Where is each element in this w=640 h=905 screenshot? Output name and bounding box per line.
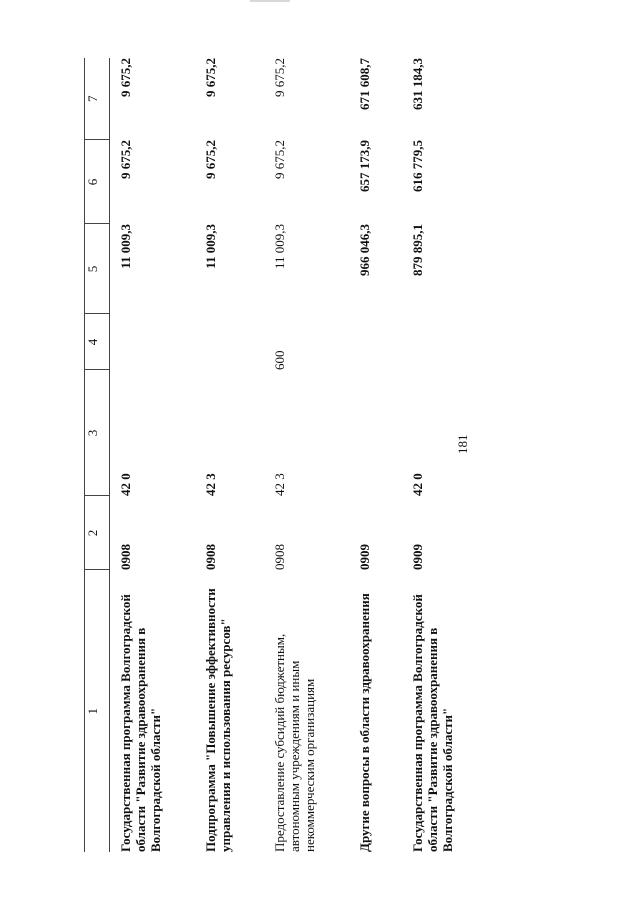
amount-col5: 966 046,3 — [357, 224, 372, 276]
amount-col6: 9 675,2 — [118, 140, 133, 179]
section-code: 0909 — [410, 544, 425, 570]
column-header: 2 — [85, 496, 110, 570]
amount-col7: 9 675,2 — [118, 58, 133, 97]
amount-col5: 11 009,3 — [272, 224, 287, 270]
amount-col6: 616 779,5 — [410, 140, 425, 192]
program-code — [350, 370, 403, 496]
amount-col6: 9 675,2 — [203, 140, 218, 179]
table-row — [403, 58, 480, 852]
row-name: Государственная программа Волгоградской области "Развитие здравоохранения в Волгоградской области" — [118, 594, 163, 852]
amount-col7: 671 608,7 — [357, 58, 372, 110]
amount-col5: 879 895,1 — [410, 224, 425, 276]
amount-col6: 657 173,9 — [357, 140, 372, 192]
section-code: 0909 — [357, 544, 372, 570]
section-code: 0908 — [272, 544, 287, 570]
column-header: 6 — [85, 140, 110, 224]
expense-type — [350, 314, 403, 370]
column-header: 5 — [85, 224, 110, 314]
amount-col6: 9 675,2 — [272, 140, 287, 179]
column-number-row — [85, 58, 110, 852]
column-header: 3 — [85, 370, 110, 496]
expense-type — [403, 314, 480, 370]
amount-col5: 11 009,3 — [118, 224, 133, 269]
amount-col7: 631 184,3 — [410, 58, 425, 110]
program-code: 42 3 — [203, 473, 218, 496]
budget-table-rotated — [84, 58, 455, 852]
row-name: Другие вопросы в области здравоохранения — [357, 593, 372, 852]
amount-col5: 11 009,3 — [203, 224, 218, 269]
row-name: Предоставление субсидий бюджетным, автономным учреждениям и иным некоммерческим организациям — [272, 633, 317, 852]
expense-type — [196, 314, 265, 370]
program-code: 42 3 — [272, 473, 287, 496]
program-code: 42 0 — [118, 473, 133, 496]
column-header: 1 — [85, 570, 110, 852]
row-name: Государственная программа Волгоградской области "Развитие здравоохранения в Волгоградской области" — [410, 594, 455, 852]
column-header: 4 — [85, 314, 110, 370]
page-number: 181 — [455, 434, 470, 454]
amount-col7: 9 675,2 — [272, 58, 287, 97]
table-row — [110, 58, 197, 852]
budget-table — [84, 58, 480, 852]
table-row — [350, 58, 403, 852]
table-row — [265, 58, 350, 852]
section-code: 0908 — [203, 544, 218, 570]
row-name: Подпрограмма "Повышение эффективности управления и использования ресурсов" — [203, 588, 233, 852]
expense-type — [110, 314, 197, 370]
expense-type: 600 — [272, 350, 287, 370]
program-code: 42 0 — [410, 473, 425, 496]
column-header: 7 — [85, 58, 110, 140]
table-row — [196, 58, 265, 852]
amount-col7: 9 675,2 — [203, 58, 218, 97]
section-code: 0908 — [118, 544, 133, 570]
scan-artifact — [250, 0, 290, 2]
